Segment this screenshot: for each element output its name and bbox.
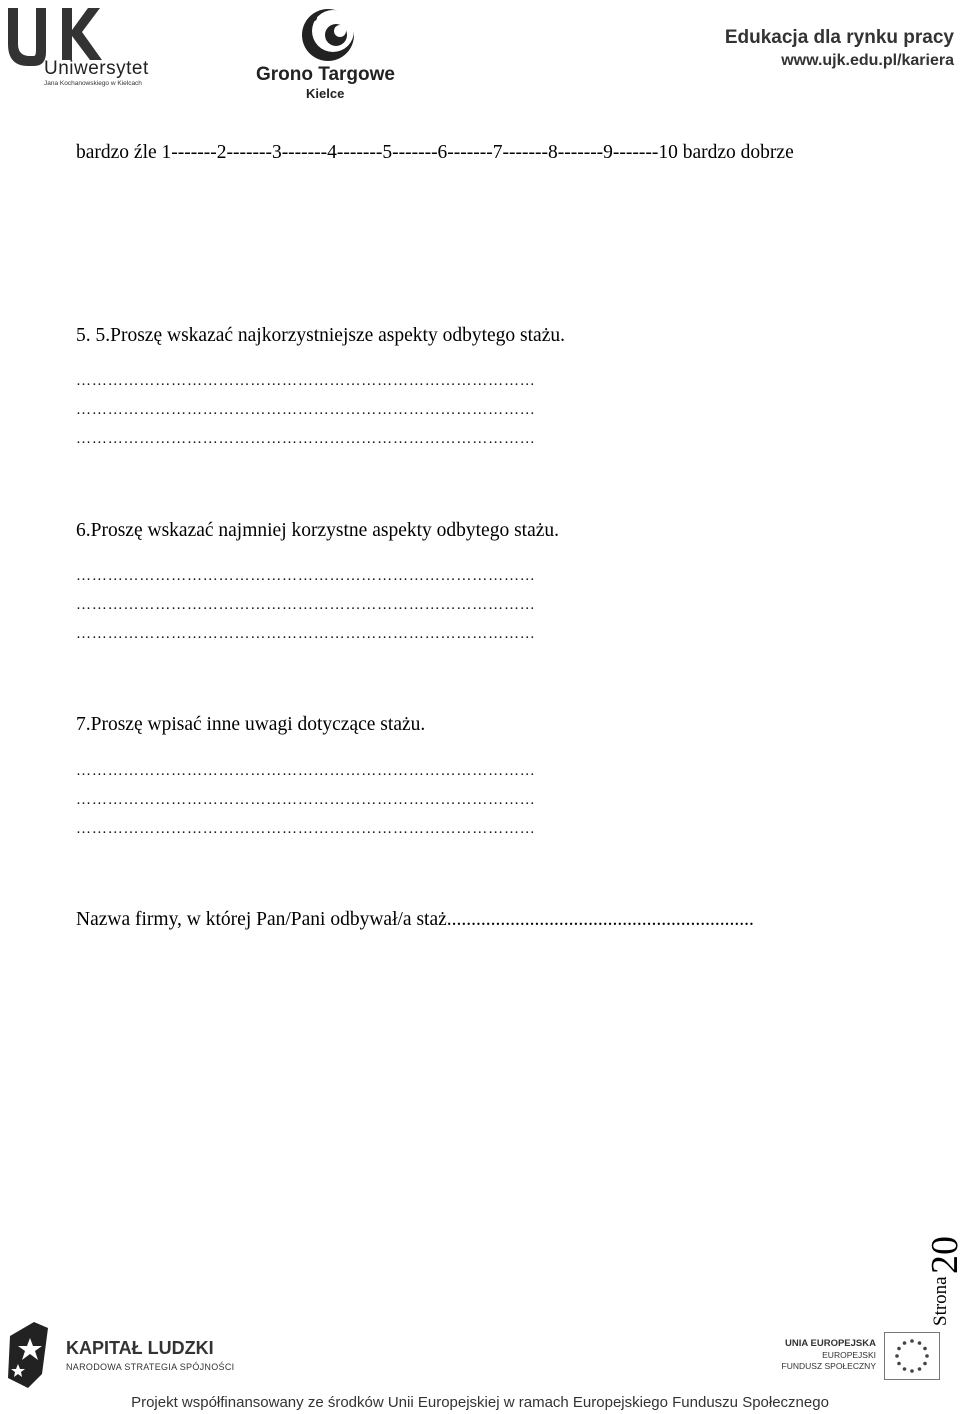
answer-line[interactable]: …………………………………………………………………………… [76,568,536,584]
answer-line[interactable]: …………………………………………………………………………… [76,373,536,389]
question-5: 5. 5.Proszę wskazać najkorzystniejsze aspekty odbytego stażu. [76,325,565,346]
grono-city: Kielce [306,86,345,101]
footer-note: Projekt współfinansowany ze środków Unii Europejskiej w ramach Europejskiego Funduszu Społecznego [131,1394,829,1411]
eu-star [923,1347,927,1351]
grono-name: Grono Targowe [256,64,395,85]
company-name-field[interactable]: Nazwa firmy, w której Pan/Pani odbywał/a staż............................................................... [76,909,754,930]
eu-flag-icon [884,1332,940,1380]
grono-targowe-logo-icon [296,4,360,66]
ujk-subtitle: Jana Kochanowskiego w Kielcach [44,80,142,87]
eu-star [918,1367,922,1371]
eu-star [910,1369,914,1373]
eu-star [903,1367,907,1371]
eu-star [918,1341,922,1345]
page-number: 20 [924,1236,966,1274]
eu-star [903,1341,907,1345]
eu-star [910,1339,914,1343]
answer-line[interactable]: …………………………………………………………………………… [76,763,536,779]
eu-star [895,1354,899,1358]
answer-line[interactable]: …………………………………………………………………………… [76,597,536,613]
answer-line[interactable]: …………………………………………………………………………… [76,402,536,418]
question-7: 7.Proszę wpisać inne uwagi dotyczące stażu. [76,714,426,735]
rating-scale: bardzo źle 1-------2-------3-------4-------5-------6-------7-------8-------9-------10 bardzo dobrze [76,142,794,163]
kapital-ludzki-title: KAPITAŁ LUDZKI [66,1338,214,1358]
eu-star [923,1362,927,1366]
eu-star [897,1347,901,1351]
edu-url: www.ujk.edu.pl/kariera [781,52,954,69]
ue-label: UNIA EUROPEJSKA [785,1338,876,1349]
kapital-ludzki-subtitle: NARODOWA STRATEGIA SPÓJNOŚCI [66,1362,235,1372]
answer-line[interactable]: …………………………………………………………………………… [76,626,536,642]
ue-fund-label-2: FUNDUSZ SPOŁECZNY [781,1361,876,1371]
ujk-name: Uniwersytet [44,58,149,79]
question-6: 6.Proszę wskazać najmniej korzystne aspekty odbytego stażu. [76,520,560,541]
answer-line[interactable]: …………………………………………………………………………… [76,792,536,808]
eu-star [925,1354,929,1358]
answer-line[interactable]: …………………………………………………………………………… [76,821,536,837]
edu-title: Edukacja dla rynku pracy [724,27,954,48]
ue-fund-label: EUROPEJSKI [822,1350,876,1360]
eu-star [897,1362,901,1366]
page-label: Strona [930,1276,951,1326]
answer-line[interactable]: …………………………………………………………………………… [76,431,536,447]
kapital-ludzki-logo-icon [4,1318,54,1390]
